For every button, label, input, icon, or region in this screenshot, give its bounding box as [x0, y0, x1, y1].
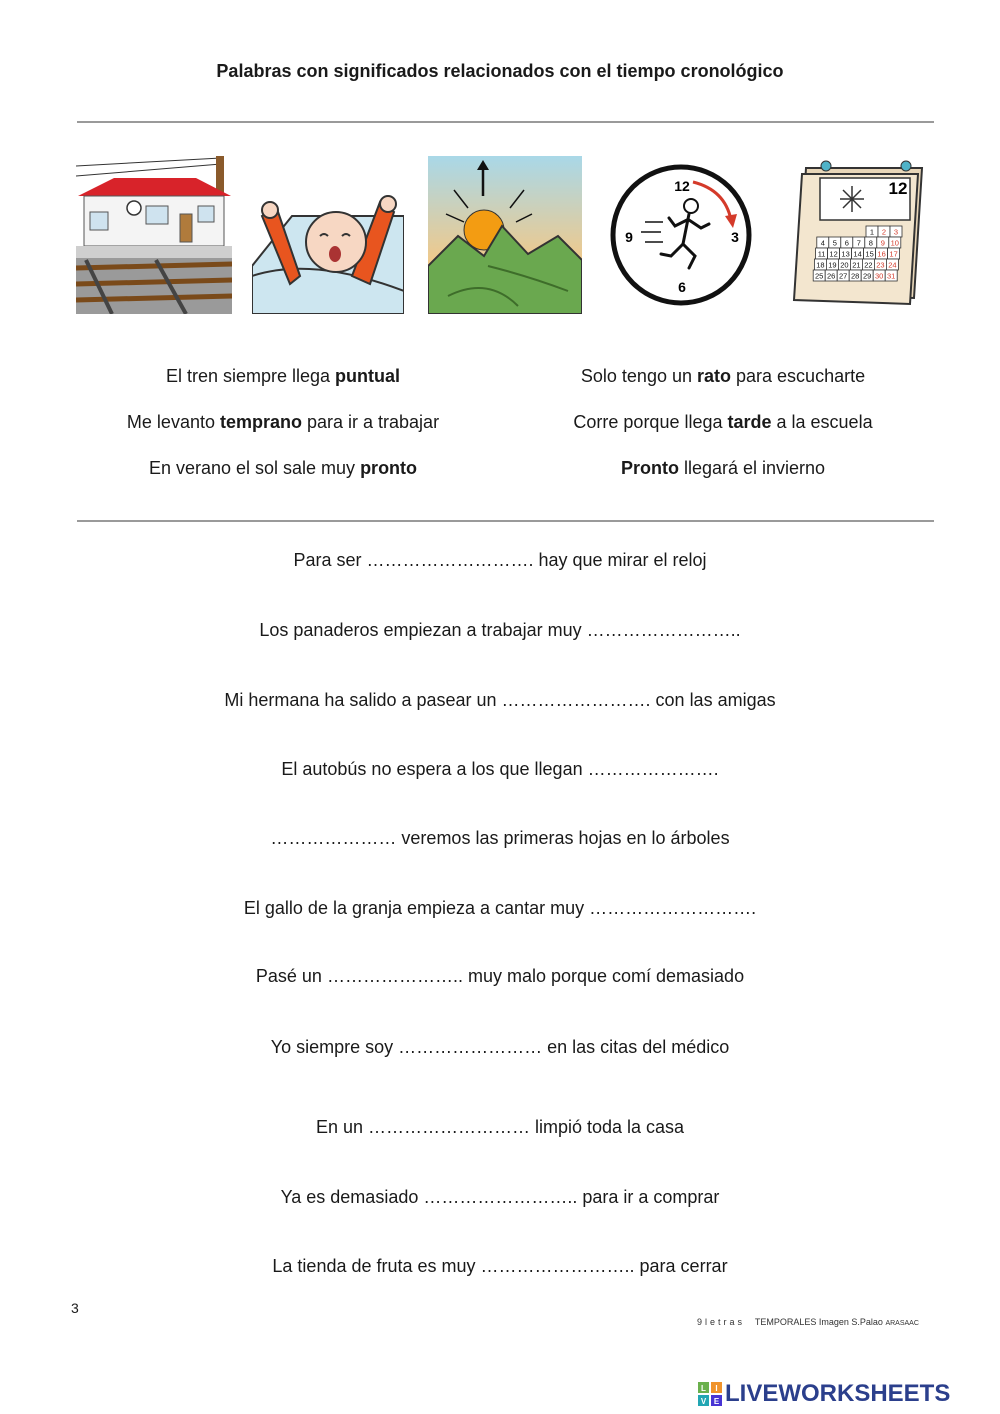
exercise-sentence[interactable]: Para ser ………………………. hay que mirar el reloj: [293, 550, 707, 570]
calendar-day-number: 6: [844, 238, 849, 248]
example-sentence: [498, 366, 948, 387]
svg-text:V: V: [700, 1397, 707, 1406]
liveworksheets-logo-icon: [698, 1382, 722, 1406]
sunrise-icon: [428, 156, 582, 314]
calendar-day-number: 15: [865, 249, 874, 259]
clock-number-3: 3: [731, 229, 739, 245]
calendar-day-number: 21: [852, 260, 861, 270]
example-sentence: [58, 458, 508, 479]
calendar-day-number: 20: [840, 260, 849, 270]
calendar-day-number: 3: [893, 227, 899, 237]
exercise-sentence[interactable]: Pasé un ………………….. muy malo porque comí demasiado: [255, 966, 745, 986]
calendar-day-number: 7: [856, 238, 861, 248]
calendar-day-number: 4: [820, 238, 825, 248]
exercise-sentence[interactable]: Yo siempre soy …………………… en las citas del médico: [270, 1037, 730, 1057]
calendar-day-number: 17: [889, 249, 898, 259]
example-keyword: temprano: [219, 412, 302, 432]
example-keyword: tarde: [727, 412, 772, 432]
clock-number-9: 9: [625, 229, 633, 245]
example-sentence: [498, 412, 948, 433]
calendar-day-number: 30: [875, 271, 884, 281]
example-text: En verano el sol sale muy: [148, 458, 361, 478]
wake-up-icon: [252, 156, 404, 314]
example-keyword: pronto: [360, 458, 418, 478]
credit-small: ARASAAC: [885, 1320, 919, 1327]
calendar-day-number: 8: [868, 238, 873, 248]
example-sentence: [498, 458, 948, 479]
exercise-sentence[interactable]: La tienda de fruta es muy …………………….. para cerrar: [272, 1256, 728, 1276]
calendar-day-number: 23: [876, 260, 885, 270]
example-keyword: puntual: [335, 366, 401, 386]
calendar-day-number: 31: [887, 271, 896, 281]
calendar-day-number: 22: [864, 260, 873, 270]
calendar-day-number: 14: [853, 249, 862, 259]
calendar-day-number: 19: [828, 260, 837, 270]
exercise-sentence[interactable]: El autobús no espera a los que llegan ………………….: [281, 759, 719, 779]
example-text: para ir a trabajar: [302, 412, 440, 432]
svg-text:L: L: [701, 1384, 706, 1393]
exercise-sentence[interactable]: Los panaderos empiezan a trabajar muy ……………………..: [259, 620, 741, 640]
svg-text:E: E: [713, 1397, 720, 1406]
example-text: a la escuela: [771, 412, 873, 432]
clock-running-icon: [605, 156, 757, 314]
calendar-day-number: 13: [841, 249, 850, 259]
calendar-icon: [792, 156, 926, 314]
exercise-sentence[interactable]: ………………… veremos las primeras hojas en lo árboles: [270, 828, 730, 848]
calendar-day-number: 9: [880, 238, 885, 248]
example-sentence: [58, 366, 508, 387]
example-keyword: Pronto: [620, 458, 679, 478]
calendar-day-number: 25: [815, 271, 824, 281]
middle-divider: [77, 520, 934, 522]
example-keyword: rato: [697, 366, 732, 386]
brand-text: LIVEWORKSHEETS: [725, 1380, 951, 1407]
top-divider: [77, 121, 934, 123]
calendar-day-number: 1: [869, 227, 875, 237]
calendar-day-number: 29: [863, 271, 872, 281]
exercise-sentence[interactable]: Mi hermana ha salido a pasear un ……………………. con las amigas: [224, 690, 776, 710]
calendar-day-number: 16: [877, 249, 886, 259]
example-text: para escucharte: [731, 366, 866, 386]
calendar-big-number: 12: [888, 179, 908, 198]
calendar-day-number: 27: [839, 271, 848, 281]
calendar-day-number: 10: [890, 238, 899, 248]
page-number: 3: [71, 1300, 79, 1316]
calendar-day-number: 26: [827, 271, 836, 281]
clock-number-6: 6: [678, 279, 686, 295]
example-text: Solo tengo un: [580, 366, 697, 386]
liveworksheets-brand[interactable]: [698, 1381, 950, 1407]
example-text: llegará el invierno: [678, 458, 826, 478]
exercise-sentence[interactable]: El gallo de la granja empieza a cantar muy ……………………….: [243, 898, 757, 918]
example-sentence: [58, 412, 508, 433]
calendar-day-number: 24: [888, 260, 897, 270]
calendar-day-number: 2: [881, 227, 887, 237]
example-text: Corre porque llega: [573, 412, 728, 432]
credit-line: [697, 1317, 919, 1327]
calendar-day-number: 12: [829, 249, 838, 259]
exercise-sentence[interactable]: En un ……………………… limpió toda la casa: [315, 1117, 685, 1137]
credit-letters: 9letras: [697, 1317, 746, 1327]
page-title: Palabras con significados relacionados con el tiempo cronológico: [216, 61, 784, 81]
example-text: El tren siempre llega: [165, 366, 336, 386]
exercise-sentence[interactable]: Ya es demasiado …………………….. para ir a comprar: [280, 1187, 720, 1207]
train-station-icon: [76, 156, 232, 314]
credit-text: TEMPORALES Imagen S.Palao: [754, 1317, 883, 1327]
calendar-day-number: 18: [816, 260, 825, 270]
clock-number-12: 12: [674, 178, 690, 194]
example-text: Me levanto: [126, 412, 220, 432]
calendar-day-number: 28: [851, 271, 860, 281]
svg-text:I: I: [715, 1384, 718, 1393]
calendar-day-number: 11: [817, 249, 826, 259]
calendar-day-number: 5: [832, 238, 837, 248]
